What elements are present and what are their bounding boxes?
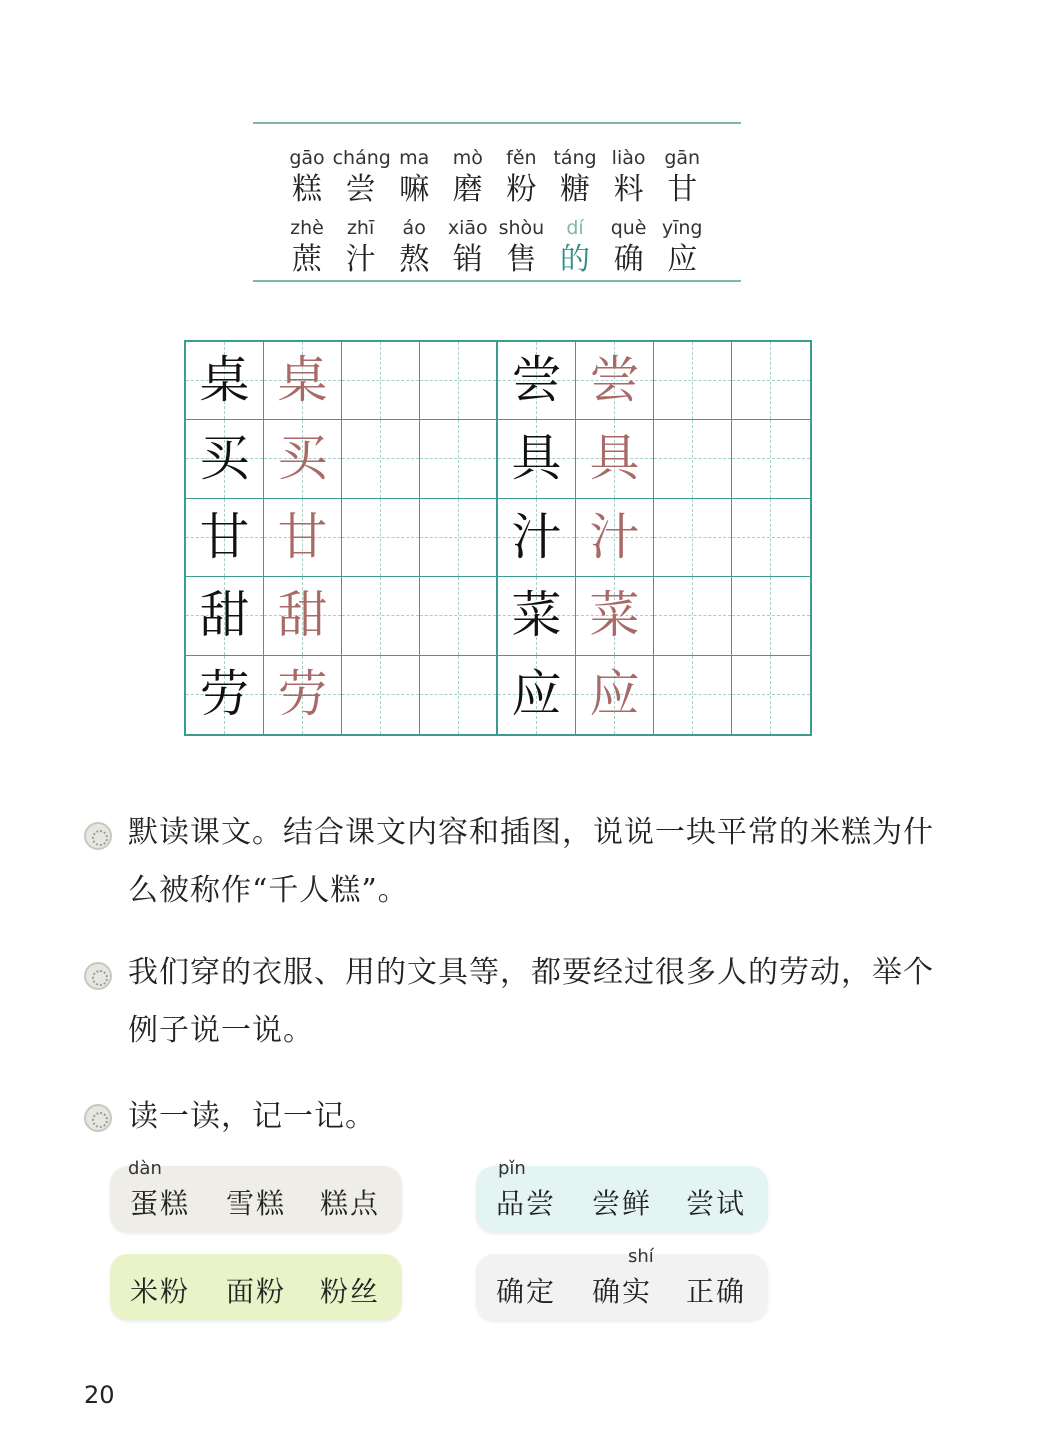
hanzi: 糕 <box>292 172 322 207</box>
hanzi: 的 <box>560 242 590 277</box>
new-word-磨 <box>440 146 496 210</box>
new-word-应 <box>654 216 710 280</box>
empty-practice-cell <box>420 342 498 420</box>
model-character: 甘 <box>199 507 250 566</box>
trace-character-cell <box>264 342 342 420</box>
pinyin: cháng <box>332 147 391 169</box>
pinyin: yīng <box>661 217 703 239</box>
phrase-box-fen <box>110 1254 402 1320</box>
empty-practice-cell <box>342 499 420 577</box>
top-rule <box>253 122 741 124</box>
question-1 <box>84 804 944 924</box>
new-word-糖 <box>547 146 603 210</box>
trace-character-cell <box>264 420 342 498</box>
new-word-糕 <box>279 146 335 210</box>
empty-practice-cell <box>654 577 732 655</box>
hanzi: 料 <box>613 172 644 207</box>
phrase: 面粉 <box>226 1275 287 1308</box>
pinyin: zhī <box>346 217 375 239</box>
empty-practice-cell <box>342 420 420 498</box>
new-word-尝 <box>333 146 389 210</box>
model-character-cell <box>498 577 576 655</box>
new-word-料 <box>601 146 657 210</box>
phrase-box-que <box>476 1246 768 1320</box>
flower-bullet-icon <box>84 822 112 850</box>
new-word-销 <box>440 216 496 280</box>
trace-character: 具 <box>589 429 640 488</box>
empty-practice-cell <box>732 656 810 734</box>
trace-character-cell <box>576 342 654 420</box>
empty-practice-cell <box>732 577 810 655</box>
pinyin: gān <box>664 147 701 169</box>
pinyin: xiāo <box>447 217 488 239</box>
new-word-甘 <box>654 146 710 210</box>
trace-character-cell <box>576 499 654 577</box>
hanzi: 尝 <box>345 172 376 207</box>
model-character: 汁 <box>511 507 562 566</box>
phrase: 尝鲜 <box>592 1187 653 1220</box>
empty-practice-cell <box>420 499 498 577</box>
hanzi: 销 <box>452 242 483 277</box>
model-character-cell <box>186 499 264 577</box>
empty-practice-cell <box>732 499 810 577</box>
trace-character: 劳 <box>277 664 328 723</box>
trace-character: 应 <box>589 664 640 723</box>
pinyin: shòu <box>498 217 545 239</box>
new-word-粉 <box>493 146 549 210</box>
pinyin-hint: pǐn <box>498 1158 526 1179</box>
empty-practice-cell <box>420 420 498 498</box>
phrase: 蛋糕 <box>130 1187 191 1220</box>
trace-character: 菜 <box>589 586 640 645</box>
model-character-cell <box>498 656 576 734</box>
pinyin: táng <box>553 147 597 169</box>
flower-bullet-icon <box>84 1104 112 1132</box>
question-text: 读一读，记一记。 <box>128 1099 376 1134</box>
model-character: 应 <box>511 664 562 723</box>
model-character-cell <box>186 656 264 734</box>
phrase: 品尝 <box>496 1187 557 1220</box>
phrase-box-chang <box>476 1158 768 1232</box>
phrase: 雪糕 <box>226 1187 287 1220</box>
pinyin: dí <box>566 217 584 239</box>
new-word-熬 <box>386 216 442 280</box>
page-number: 20 <box>84 1381 115 1409</box>
pinyin-hint: shí <box>628 1246 654 1267</box>
new-word-的 <box>547 216 603 280</box>
model-character: 具 <box>511 429 562 488</box>
new-word-嘛 <box>386 146 442 210</box>
phrase: 确实 <box>592 1275 653 1308</box>
hanzi: 确 <box>613 242 644 277</box>
new-word-确 <box>601 216 657 280</box>
phrase: 确定 <box>496 1275 557 1308</box>
phrase: 尝试 <box>686 1187 747 1220</box>
empty-practice-cell <box>420 577 498 655</box>
pinyin: què <box>610 217 647 239</box>
trace-character: 甜 <box>277 586 328 645</box>
trace-character: 汁 <box>589 507 640 566</box>
question-3 <box>84 1088 944 1148</box>
bottom-rule <box>253 280 741 282</box>
empty-practice-cell <box>732 420 810 498</box>
model-character: 劳 <box>199 664 250 723</box>
empty-practice-cell <box>732 342 810 420</box>
hanzi: 应 <box>667 242 698 277</box>
hanzi: 粉 <box>506 172 537 207</box>
phrase-box-gao <box>110 1158 402 1232</box>
phrase: 糕点 <box>320 1187 381 1220</box>
hanzi: 售 <box>506 242 537 277</box>
hanzi: 蔗 <box>292 242 322 277</box>
trace-character-cell <box>576 656 654 734</box>
hanzi: 磨 <box>452 172 483 207</box>
new-word-蔗 <box>279 216 335 280</box>
model-character: 菜 <box>511 586 562 645</box>
empty-practice-cell <box>654 656 732 734</box>
hanzi: 糖 <box>560 172 590 207</box>
trace-character-cell <box>264 499 342 577</box>
trace-character-cell <box>264 577 342 655</box>
trace-character-cell <box>576 577 654 655</box>
hanzi: 嘛 <box>399 172 430 207</box>
model-character: 桌 <box>199 351 250 409</box>
model-character-cell <box>186 577 264 655</box>
model-character-cell <box>498 499 576 577</box>
model-character-cell <box>186 342 264 420</box>
new-words-box <box>253 120 741 282</box>
trace-character-cell <box>576 420 654 498</box>
model-character: 尝 <box>511 351 562 409</box>
trace-character: 甘 <box>277 507 328 566</box>
empty-practice-cell <box>654 420 732 498</box>
model-character: 买 <box>199 429 250 488</box>
pinyin: gāo <box>289 147 325 169</box>
phrase: 粉丝 <box>320 1275 381 1308</box>
empty-practice-cell <box>420 656 498 734</box>
hanzi: 熬 <box>399 242 430 277</box>
pinyin: liào <box>611 147 646 169</box>
empty-practice-cell <box>654 342 732 420</box>
question-text: 默读课文。结合课文内容和插图，说说一块平常的米糕为什么被称作“千人糕”。 <box>128 815 934 908</box>
trace-character: 桌 <box>277 351 328 409</box>
new-word-汁 <box>333 216 389 280</box>
question-text: 我们穿的衣服、用的文具等，都要经过很多人的劳动，举个例子说一说。 <box>128 955 934 1048</box>
pinyin: áo <box>402 217 426 239</box>
empty-practice-cell <box>342 577 420 655</box>
model-character-cell <box>498 420 576 498</box>
model-character-cell <box>498 342 576 420</box>
hanzi: 甘 <box>667 172 698 207</box>
empty-practice-cell <box>342 656 420 734</box>
flower-bullet-icon <box>84 962 112 990</box>
hanzi: 汁 <box>345 242 376 277</box>
pinyin: ma <box>399 147 430 169</box>
phrase: 正确 <box>686 1275 747 1308</box>
pinyin-hint: dàn <box>128 1158 162 1179</box>
empty-practice-cell <box>342 342 420 420</box>
writing-grid <box>184 340 812 736</box>
pinyin: fěn <box>506 147 537 169</box>
phrase: 米粉 <box>130 1275 191 1308</box>
question-2 <box>84 944 944 1064</box>
trace-character: 尝 <box>589 351 640 409</box>
pinyin: mò <box>452 147 483 169</box>
new-word-售 <box>493 216 549 280</box>
trace-character-cell <box>264 656 342 734</box>
trace-character: 买 <box>277 429 328 488</box>
empty-practice-cell <box>654 499 732 577</box>
pinyin: zhè <box>290 217 324 239</box>
model-character: 甜 <box>199 586 250 645</box>
model-character-cell <box>186 420 264 498</box>
